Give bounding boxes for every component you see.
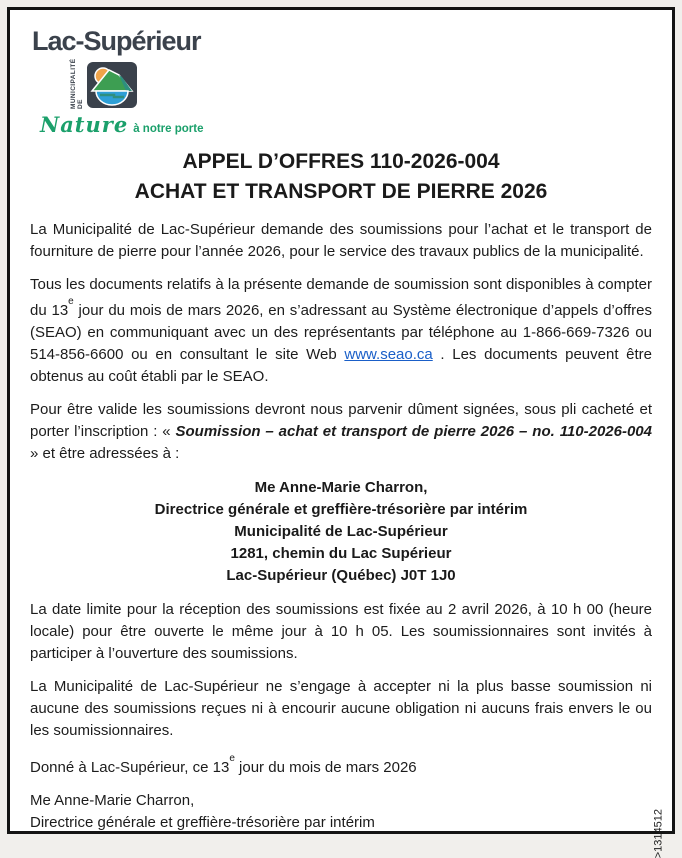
closing-superscript: e (229, 753, 235, 764)
address-line: Municipalité de Lac-Supérieur (234, 523, 448, 540)
paragraph-documents (30, 274, 652, 388)
title-line-2: ACHAT ET TRANSPORT DE PIERRE 2026 (134, 180, 548, 203)
notice-page (7, 7, 675, 858)
address-line: Lac-Supérieur (Québec) J0T 1J0 (226, 567, 456, 584)
seao-link[interactable]: www.seao.ca (344, 346, 433, 363)
address-line: Directrice générale et greffière-trésorière par intérim (154, 501, 528, 518)
closing-line (30, 753, 652, 779)
p2-text-1: Tous les documents relatifs à la présente demande de soumission sont disponibles à compter du 13 (30, 276, 652, 319)
notice-content (10, 10, 672, 858)
address-line: 1281, chemin du Lac Supérieur (230, 545, 452, 562)
logo-tagline (40, 112, 652, 137)
logo-wordmark: Lac-Supérieur (32, 26, 201, 56)
inscription-emphasis: Soumission – achat et transport de pierre 2026 – no. 110-2026-004 (175, 423, 652, 440)
closing-text-2: jour du mois de mars 2026 (234, 759, 417, 776)
logo-row (70, 59, 652, 109)
p2-text-3: . Les documents peuvent être obtenus au coût établi par le SEAO. (30, 346, 653, 385)
municipality-logo (32, 26, 652, 137)
signature-name: Me Anne-Marie Charron, (30, 792, 195, 809)
paragraph-deadline: La date limite pour la réception des soumissions est fixée au 2 avril 2026, à 10 h 00 (heure locale) pour être ouverte le même jour à 10 h 05. Les soumissionnaires sont invités à participer à l’ouverture des soumissions. (30, 601, 652, 662)
p3-text-1: Pour être valide les soumissions devront nous parvenir dûment signées, sous pli cacheté et porter l’inscription : « (30, 401, 652, 440)
p2-text-2: jour du mois de mars 2026, en s’adressant au Système électronique d’appels d’offres (SEAO) en communiquant avec un des représentants par téléphone au 1-866-669-7326 ou 514-856-6600 ou en consultant le site Web (30, 302, 652, 363)
municipality-vertical-label: MUNICIPALITÉ DE (70, 58, 84, 109)
p2-superscript: e (68, 296, 74, 307)
title-line-1: APPEL D’OFFRES 110-2026-004 (182, 150, 500, 173)
signature-role: Directrice générale et greffière-trésorière par intérim (30, 814, 375, 831)
address-block (30, 477, 652, 587)
paragraph-disclaimer: La Municipalité de Lac-Supérieur ne s’engage à accepter ni la plus basse soumission ni aucune des soumissions reçues ni à encourir aucune obligation ni aucuns frais envers le ou les soumissionnaires. (30, 678, 652, 739)
paragraph-inscription (30, 399, 652, 465)
paragraph-intro: La Municipalité de Lac-Supérieur demande des soumissions pour l’achat et le transport de fourniture de pierre pour l’année 2026, pour le service des travaux publics de la municipalité. (30, 221, 652, 260)
closing-text-1: Donné à Lac-Supérieur, ce 13 (30, 759, 230, 776)
print-code: >1314512 (652, 809, 664, 858)
tagline-rest: à notre porte (133, 123, 204, 135)
address-line: Me Anne-Marie Charron, (254, 479, 428, 496)
landscape-logo-icon (86, 61, 138, 109)
page-title (30, 147, 652, 207)
tagline-script-word: Nature (40, 112, 129, 137)
p3-text-2: » et être adressées à : (30, 445, 180, 462)
